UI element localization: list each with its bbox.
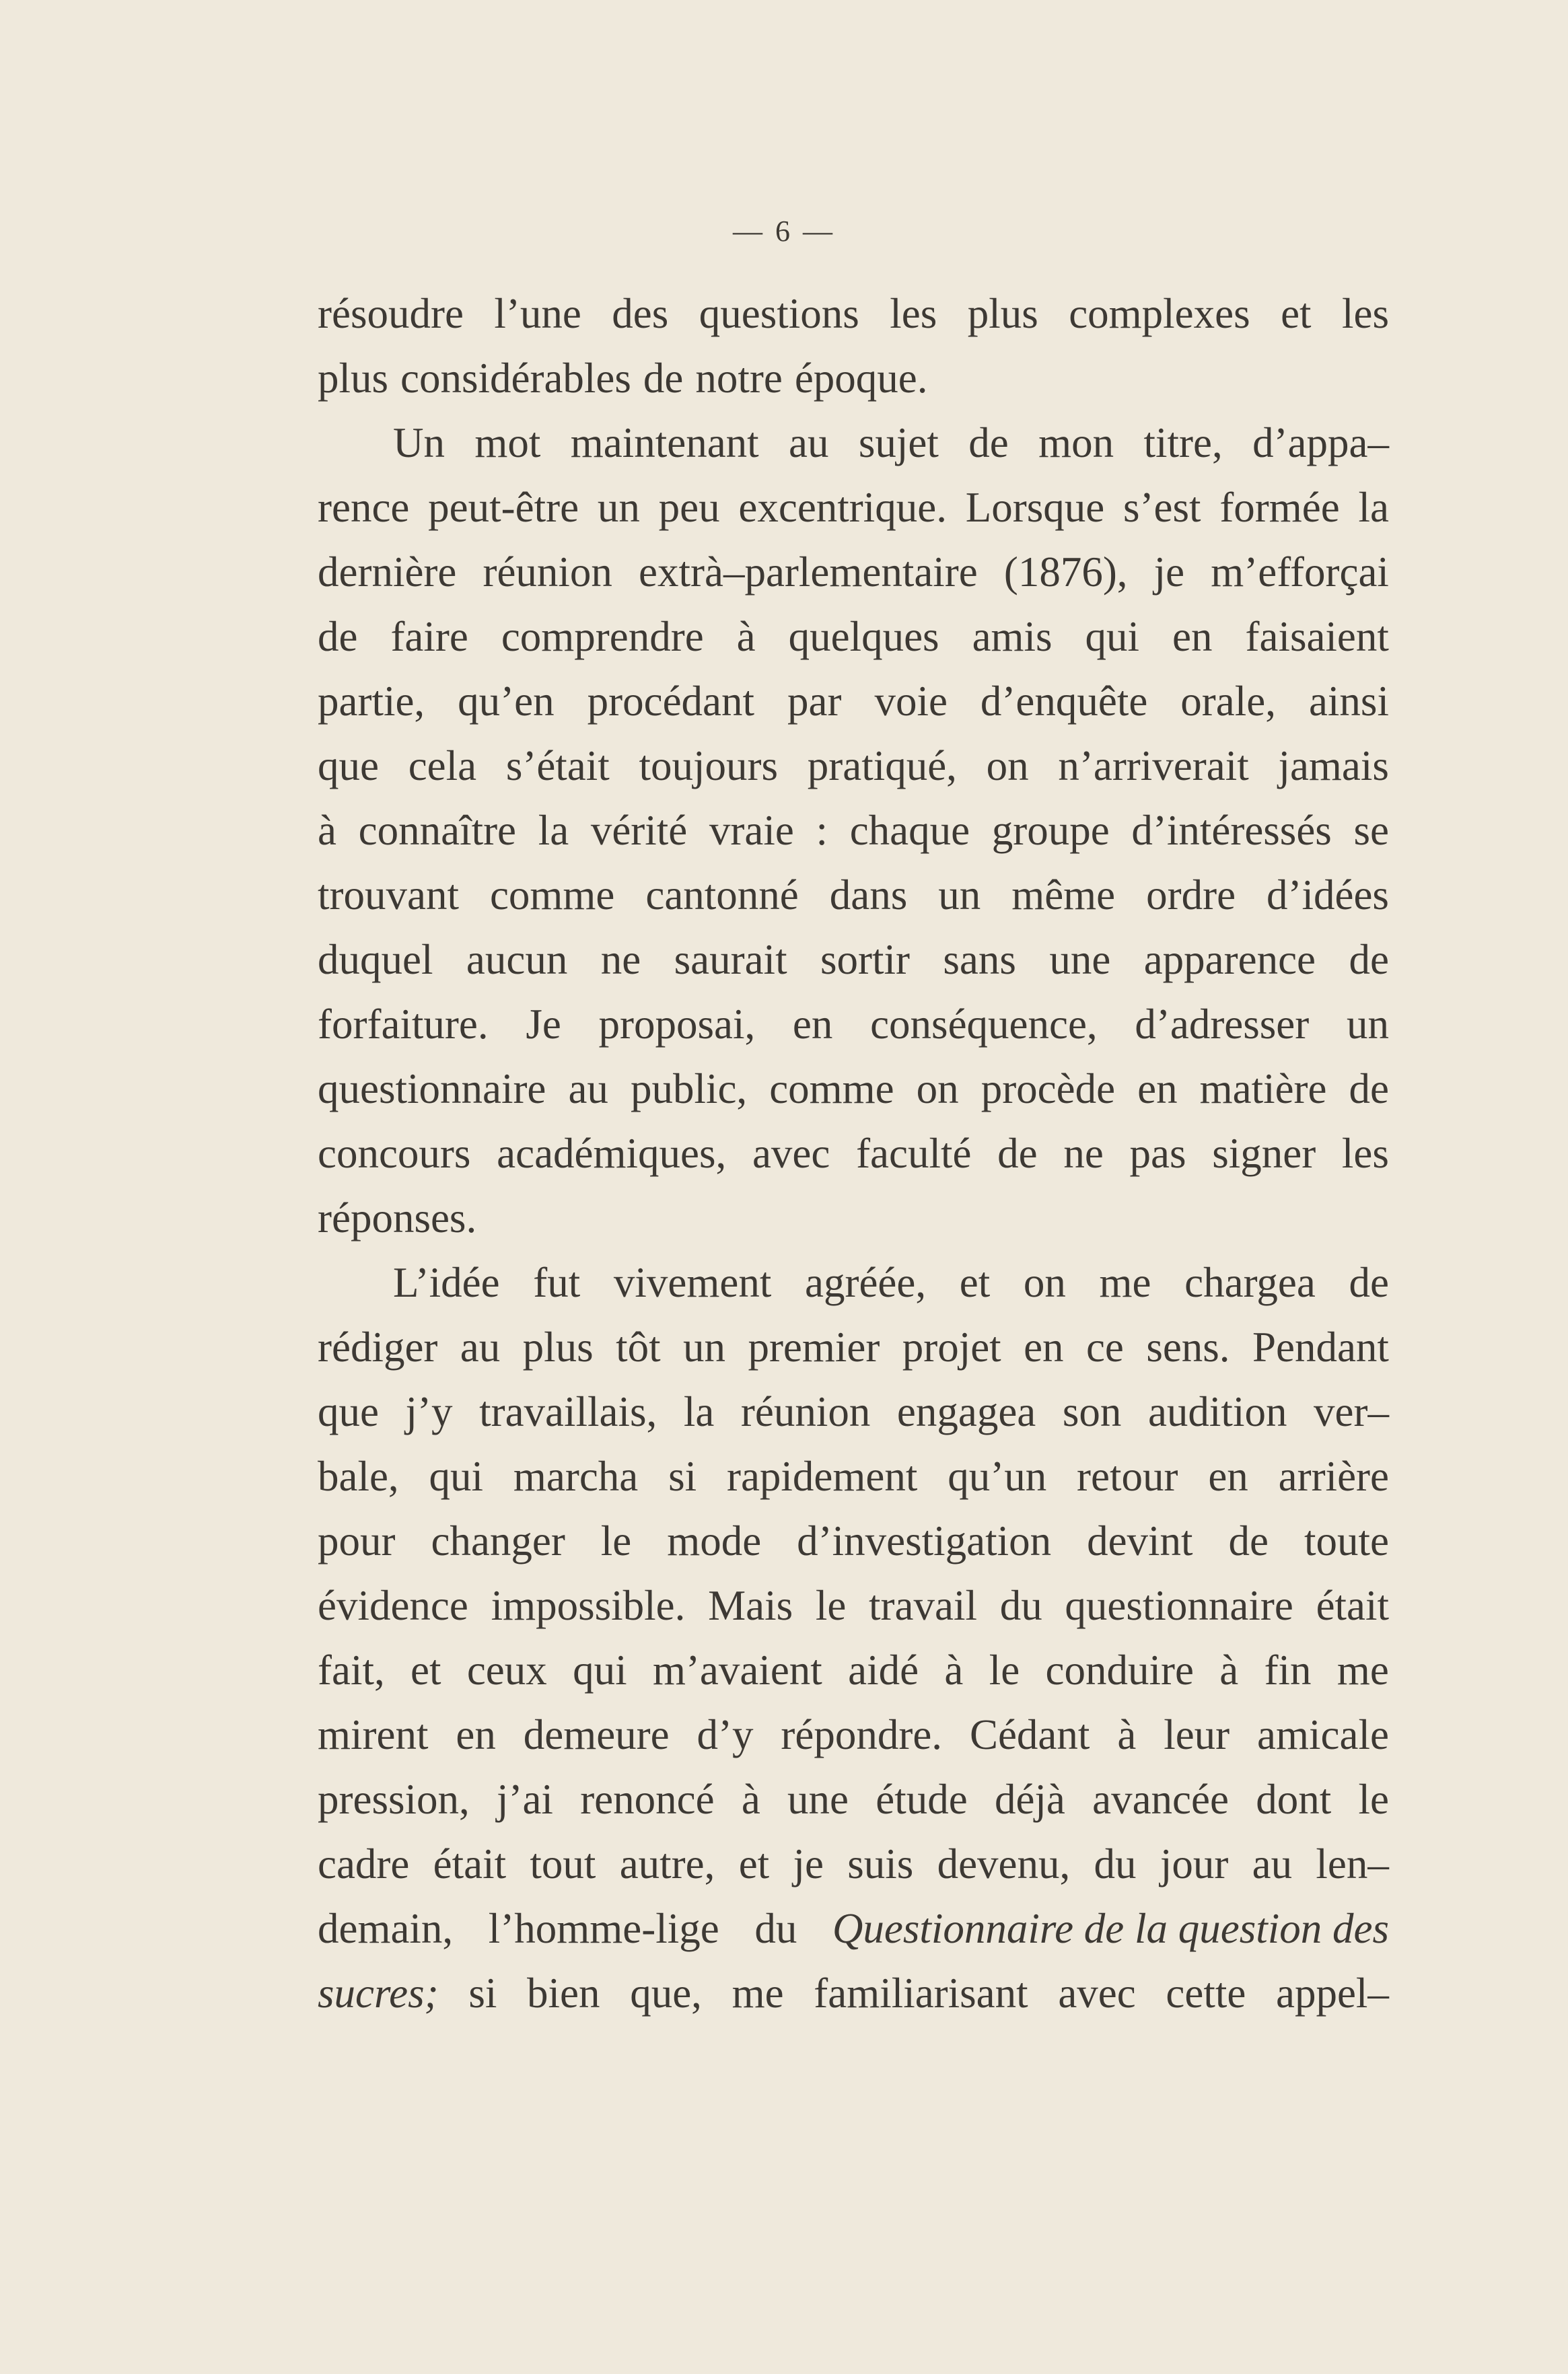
word: considérables — [400, 355, 631, 402]
text-line — [318, 669, 1389, 733]
word: mirent — [318, 1711, 429, 1758]
text-line — [318, 927, 1389, 992]
word: à — [318, 807, 336, 854]
word: à — [1219, 1647, 1239, 1694]
word: vérité — [590, 807, 688, 854]
word: je — [793, 1840, 824, 1887]
word: des — [612, 290, 669, 337]
word: sans — [943, 936, 1016, 983]
word: premier — [748, 1324, 880, 1371]
word: extrà–parlementaire — [639, 548, 978, 596]
word: audition — [1147, 1388, 1287, 1435]
word: dernière — [318, 548, 457, 596]
word: la — [1358, 484, 1389, 531]
word: de — [997, 1130, 1038, 1177]
word: Questionnaire de la question des — [832, 1905, 1389, 1952]
word: comme — [769, 1065, 894, 1112]
word: jour — [1160, 1840, 1229, 1887]
word: de — [643, 355, 684, 402]
word: questions — [699, 290, 859, 337]
word: que — [318, 1388, 379, 1435]
word: familiarisant — [814, 1970, 1028, 2017]
word: on — [986, 742, 1029, 789]
word: sens. — [1146, 1324, 1230, 1371]
text-line — [318, 1638, 1389, 1702]
word: d’investigation — [797, 1517, 1052, 1564]
word: fut — [533, 1259, 581, 1306]
word: jamais — [1278, 742, 1389, 789]
word: dont — [1256, 1776, 1332, 1823]
word: rédiger — [318, 1324, 438, 1371]
word: sujet — [858, 419, 939, 466]
text-line — [318, 798, 1389, 863]
page-number: — 6 — — [733, 215, 835, 248]
word: conséquence, — [870, 1001, 1098, 1048]
word: un — [683, 1324, 726, 1371]
word: Pendant — [1252, 1324, 1389, 1371]
word: au — [789, 419, 829, 466]
word: qui — [1085, 613, 1140, 660]
word: s’était — [505, 742, 610, 789]
word: fin — [1264, 1647, 1312, 1694]
word: vraie — [709, 807, 794, 854]
word: j’y — [405, 1388, 453, 1435]
word: d’intéressés — [1131, 807, 1332, 854]
word: étude — [876, 1776, 968, 1823]
word: du — [754, 1905, 797, 1952]
word: se — [1353, 807, 1389, 854]
word: projet — [902, 1324, 1001, 1371]
word: une — [787, 1776, 849, 1823]
word: même — [1011, 871, 1116, 919]
text-line — [318, 281, 1389, 346]
word: d’idées — [1267, 871, 1389, 919]
word: toujours — [639, 742, 779, 789]
word: cela — [408, 742, 477, 789]
word: s’est — [1123, 484, 1201, 531]
word: si — [468, 1970, 497, 2017]
text-line — [318, 1509, 1389, 1573]
word: en — [456, 1711, 496, 1758]
word: retour — [1077, 1453, 1178, 1500]
word: qui — [429, 1453, 484, 1500]
text-line — [318, 1573, 1389, 1638]
word: la — [538, 807, 569, 854]
word: forfaiture. — [318, 1001, 489, 1048]
word: le — [1358, 1776, 1389, 1823]
word: amicale — [1257, 1711, 1389, 1758]
word: que — [318, 742, 379, 789]
word: du — [1094, 1840, 1137, 1887]
word: partie, — [318, 678, 425, 725]
word: ne — [1063, 1130, 1104, 1177]
word: peu — [658, 484, 720, 531]
word: de — [318, 613, 358, 660]
word: une — [1049, 936, 1111, 983]
word: Lorsque — [965, 484, 1105, 531]
word: autre, — [619, 1840, 715, 1887]
word: un — [1346, 1001, 1389, 1048]
word: ne — [600, 936, 641, 983]
text-line — [318, 733, 1389, 798]
text-line — [318, 1961, 1389, 2025]
word: qu’en — [458, 678, 555, 725]
word: de — [968, 419, 1009, 466]
word: fait, — [318, 1647, 385, 1694]
word: en — [1208, 1453, 1248, 1500]
text-line — [318, 1896, 1389, 1961]
text-line — [318, 410, 1389, 475]
text-line — [318, 475, 1389, 540]
word: Mais — [708, 1582, 793, 1629]
word: titre, — [1143, 419, 1223, 466]
word: comprendre — [501, 613, 704, 660]
word: et — [1281, 290, 1312, 337]
word: quelques — [788, 613, 939, 660]
word: notre — [695, 355, 783, 402]
word: évidence — [318, 1582, 468, 1629]
word: de — [1349, 1065, 1389, 1112]
word: : — [816, 807, 828, 854]
word: toute — [1304, 1517, 1389, 1564]
word: m’avaient — [652, 1647, 822, 1694]
word: travaillais, — [479, 1388, 657, 1435]
word: public, — [630, 1065, 748, 1112]
word: cantonné — [645, 871, 799, 919]
word: appel– — [1276, 1970, 1389, 2017]
word: les — [1342, 290, 1389, 337]
word: procédant — [587, 678, 754, 725]
word: leur — [1164, 1711, 1230, 1758]
word: réponses. — [318, 1194, 477, 1242]
word: époque. — [794, 355, 928, 402]
word: d’enquête — [980, 678, 1148, 725]
word: pour — [318, 1517, 396, 1564]
word: demeure — [523, 1711, 670, 1758]
text-line — [318, 1767, 1389, 1832]
word: de — [1349, 1259, 1389, 1306]
word: si — [668, 1453, 697, 1500]
word: et — [411, 1647, 441, 1694]
word: procède — [981, 1065, 1116, 1112]
text-line — [318, 1379, 1389, 1444]
word: plus — [967, 290, 1038, 337]
word: dans — [829, 871, 908, 919]
word: questionnaire — [1065, 1582, 1293, 1629]
word: réunion — [483, 548, 612, 596]
word: les — [890, 290, 937, 337]
word: à — [741, 1776, 760, 1823]
word: questionnaire — [318, 1065, 546, 1112]
word: mot — [474, 419, 541, 466]
word: en — [1172, 613, 1213, 660]
word: d’y — [697, 1711, 754, 1758]
word: formée — [1219, 484, 1340, 531]
word: m’efforçai — [1211, 548, 1389, 596]
word: bale, — [318, 1453, 399, 1500]
word: à — [944, 1647, 964, 1694]
word: pression, — [318, 1776, 470, 1823]
word: son — [1062, 1388, 1122, 1435]
word: groupe — [991, 807, 1110, 854]
word: ce — [1085, 1324, 1124, 1371]
word: conduire — [1045, 1647, 1194, 1694]
text-line — [318, 1832, 1389, 1896]
word: arrière — [1278, 1453, 1389, 1500]
word: agréée, — [805, 1259, 927, 1306]
word: matière — [1199, 1065, 1327, 1112]
word: de — [1349, 936, 1389, 983]
word: répondre. — [781, 1711, 943, 1758]
word: on — [916, 1065, 959, 1112]
word: ceux — [466, 1647, 547, 1694]
word: tôt — [616, 1324, 661, 1371]
word: faculté — [856, 1130, 972, 1177]
word: changer — [431, 1517, 565, 1564]
text-line — [318, 1250, 1389, 1315]
word: rapidement — [726, 1453, 918, 1500]
word: rence — [318, 484, 410, 531]
word: devenu, — [937, 1840, 1071, 1887]
text-line — [318, 1056, 1389, 1121]
word: qu’un — [948, 1453, 1047, 1500]
text-line — [318, 1186, 1389, 1250]
word: était — [433, 1840, 507, 1887]
word: renoncé — [580, 1776, 715, 1823]
word: déjà — [994, 1776, 1065, 1823]
word: faire — [390, 613, 468, 660]
word: l’homme-lige — [488, 1905, 719, 1952]
text-line — [318, 1121, 1389, 1186]
word: le — [989, 1647, 1020, 1694]
word: Je — [526, 1001, 561, 1048]
word: en — [792, 1001, 833, 1048]
word: à — [736, 613, 756, 660]
word: trouvant — [318, 871, 459, 919]
word: L’idée — [393, 1259, 500, 1306]
word: en — [1137, 1065, 1178, 1112]
word: orale, — [1180, 678, 1276, 725]
word: vivement — [613, 1259, 772, 1306]
word: sortir — [820, 936, 910, 983]
word: maintenant — [570, 419, 759, 466]
word: impossible. — [491, 1582, 686, 1629]
word: aucun — [466, 936, 568, 983]
word: en — [1024, 1324, 1064, 1371]
word: et — [738, 1840, 770, 1887]
body-text — [318, 281, 1389, 2025]
word: engagea — [896, 1388, 1036, 1435]
word: travail — [869, 1582, 977, 1629]
word: avec — [752, 1130, 830, 1177]
word: me — [1337, 1647, 1389, 1694]
word: l’une — [494, 290, 581, 337]
text-line — [318, 540, 1389, 604]
word: par — [787, 678, 842, 725]
text-line — [318, 604, 1389, 669]
word: que, — [630, 1970, 702, 2017]
word: duquel — [318, 936, 433, 983]
word: et — [959, 1259, 991, 1306]
text-line — [318, 1444, 1389, 1509]
word: pratiqué, — [807, 742, 957, 789]
word: mode — [667, 1517, 762, 1564]
word: plus — [318, 355, 389, 402]
word: excentrique. — [738, 484, 947, 531]
word: à — [1117, 1711, 1137, 1758]
word: me — [732, 1970, 784, 2017]
word: qui — [573, 1647, 627, 1694]
word: proposai, — [598, 1001, 756, 1048]
word: pas — [1129, 1130, 1186, 1177]
word: peut-être — [428, 484, 579, 531]
word: d’appa– — [1252, 419, 1389, 466]
word: suis — [847, 1840, 914, 1887]
word: réunion — [740, 1388, 871, 1435]
word: de — [1228, 1517, 1269, 1564]
word: les — [1341, 1130, 1389, 1177]
word: la — [683, 1388, 715, 1435]
word: je — [1153, 548, 1185, 596]
word: len– — [1316, 1840, 1389, 1887]
word: cadre — [318, 1840, 410, 1887]
word: du — [999, 1582, 1042, 1629]
word: était — [1316, 1582, 1389, 1629]
word: cette — [1166, 1970, 1246, 2017]
word: voie — [874, 678, 948, 725]
word: Un — [393, 419, 445, 466]
word: me — [1099, 1259, 1151, 1306]
word: chargea — [1184, 1259, 1316, 1306]
word: ainsi — [1308, 678, 1389, 725]
word: concours — [318, 1130, 471, 1177]
word: mon — [1038, 419, 1114, 466]
word: le — [815, 1582, 847, 1629]
text-line — [318, 992, 1389, 1056]
word: j’ai — [496, 1776, 553, 1823]
word: le — [600, 1517, 632, 1564]
word: signer — [1212, 1130, 1316, 1177]
word: résoudre — [318, 290, 464, 337]
word: au — [460, 1324, 501, 1371]
word: au — [568, 1065, 608, 1112]
word: au — [1252, 1840, 1293, 1887]
word: académiques, — [497, 1130, 727, 1177]
word: connaître — [358, 807, 517, 854]
word: (1876), — [1003, 548, 1128, 596]
text-line — [318, 863, 1389, 927]
word: ordre — [1146, 871, 1236, 919]
word: comme — [489, 871, 615, 919]
word: n’arriverait — [1058, 742, 1249, 789]
word: un — [938, 871, 981, 919]
word: chaque — [849, 807, 970, 854]
word: apparence — [1143, 936, 1316, 983]
word: saurait — [674, 936, 787, 983]
word: amis — [972, 613, 1053, 660]
word: ver– — [1314, 1388, 1389, 1435]
word: demain, — [318, 1905, 454, 1952]
word: on — [1023, 1259, 1066, 1306]
word: plus — [522, 1324, 594, 1371]
word: Cédant — [969, 1711, 1090, 1758]
word: bien — [527, 1970, 600, 2017]
text-line — [318, 1315, 1389, 1379]
word: avancée — [1092, 1776, 1229, 1823]
word: tout — [530, 1840, 596, 1887]
word: avec — [1058, 1970, 1136, 2017]
word: marcha — [513, 1453, 639, 1500]
word: un — [597, 484, 640, 531]
text-line — [318, 1702, 1389, 1767]
word: aidé — [848, 1647, 919, 1694]
text-line — [318, 346, 1389, 410]
word: sucres; — [318, 1970, 439, 2017]
word: faisaient — [1245, 613, 1389, 660]
word: devint — [1087, 1517, 1193, 1564]
word: d’adresser — [1135, 1001, 1310, 1048]
word: complexes — [1069, 290, 1250, 337]
